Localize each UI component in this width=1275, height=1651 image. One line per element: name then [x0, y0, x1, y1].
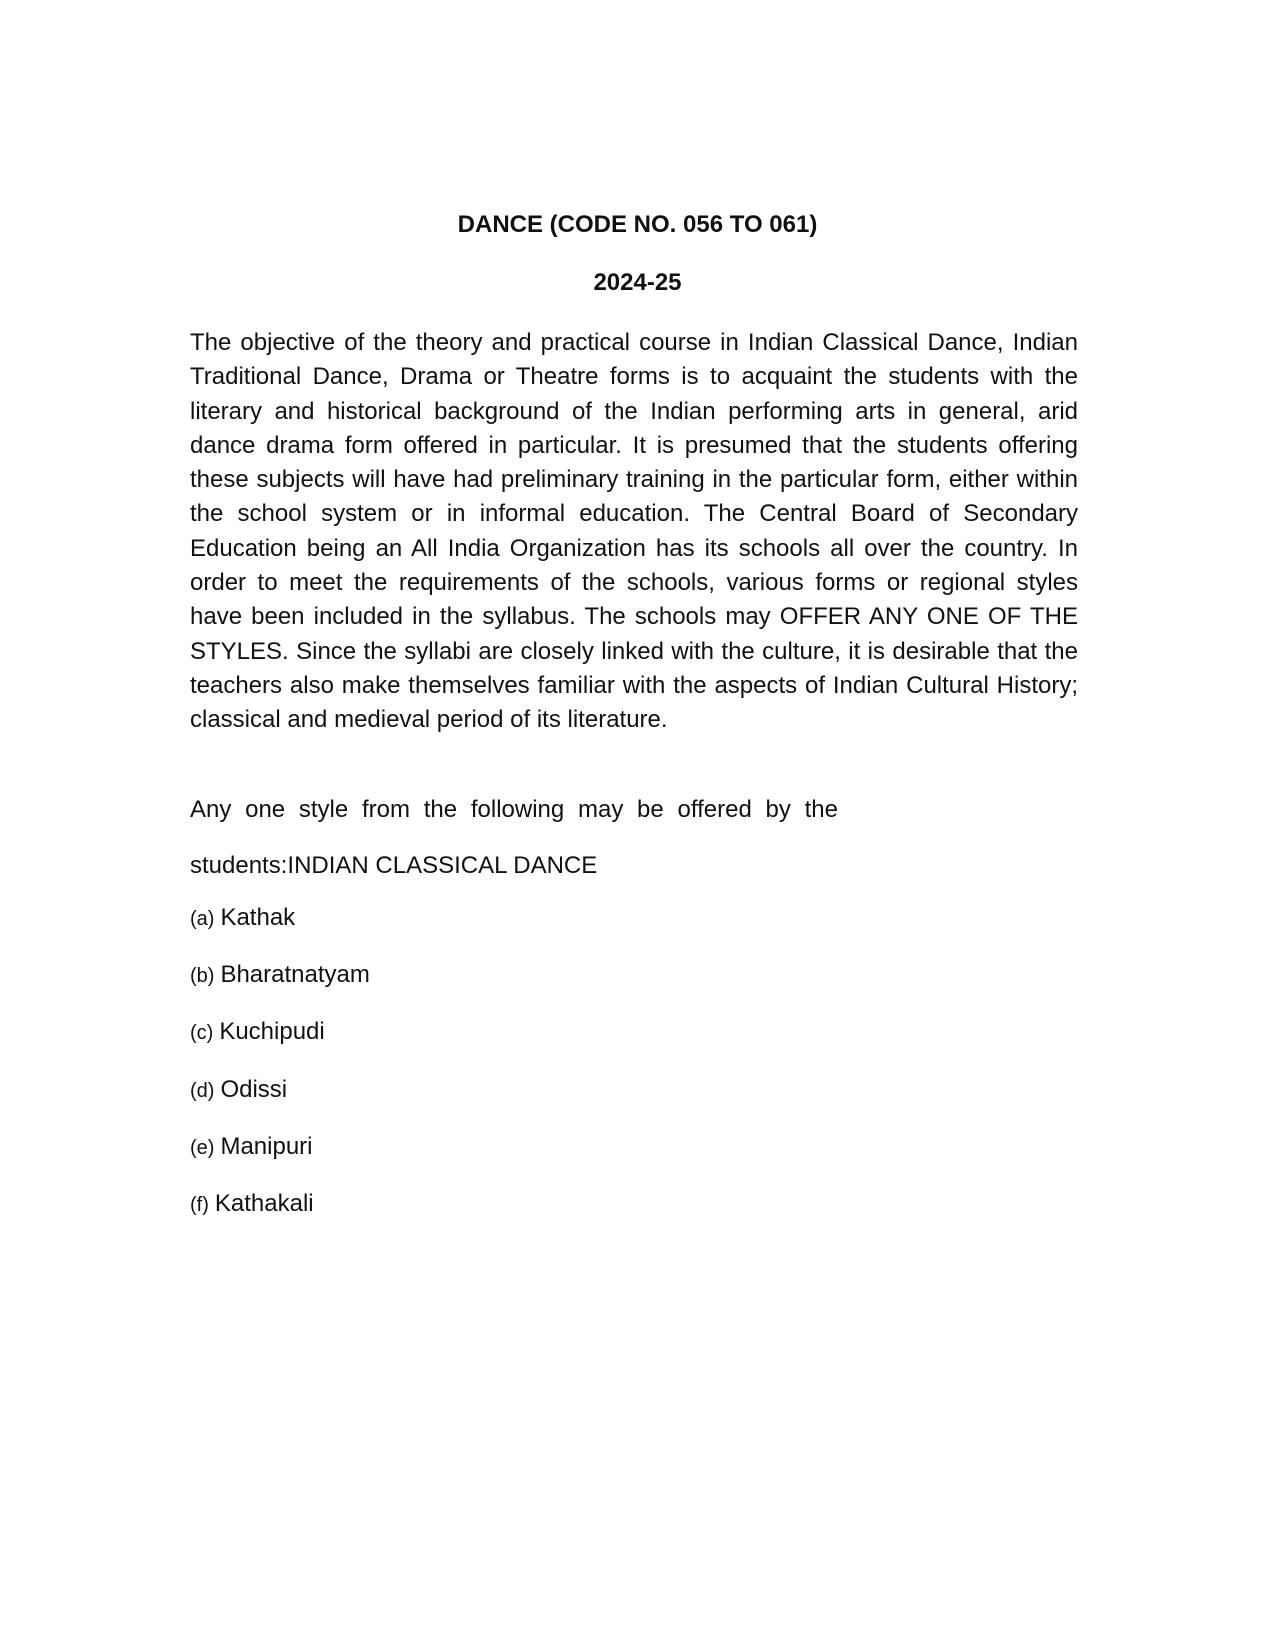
- academic-year: 2024-25: [593, 269, 682, 296]
- list-marker: (d): [190, 1079, 215, 1102]
- list-marker: (b): [190, 965, 215, 988]
- list-marker: (a): [190, 908, 215, 930]
- style-label: Kuchipudi: [219, 1018, 325, 1046]
- list-item: [190, 1017, 370, 1074]
- document-title: DANCE (CODE NO. 056 TO 061): [457, 211, 818, 238]
- style-label: Bharatnatyam: [220, 961, 370, 989]
- section-heading-line: students:INDIAN CLASSICAL DANCE: [190, 852, 598, 879]
- list-item: [190, 960, 370, 1017]
- list-item: [190, 1132, 370, 1189]
- dance-styles-list: [190, 903, 370, 1246]
- list-item: [190, 1075, 370, 1132]
- style-label: Kathakali: [214, 1189, 314, 1217]
- list-item: [190, 1189, 370, 1246]
- intro-line: Any one style from the following may be offered by the: [190, 796, 838, 823]
- list-marker: (e): [190, 1136, 215, 1159]
- style-label: Kathak: [220, 904, 296, 931]
- style-label: Odissi: [220, 1075, 288, 1103]
- list-item: [190, 903, 370, 960]
- list-marker: (c): [190, 1022, 214, 1045]
- list-marker: (f): [190, 1193, 209, 1216]
- objective-paragraph: The objective of the theory and practical course in Indian Classical Dance, Indian Traditional Dance, Drama or Theatre forms is to acquaint the students with the literary and historical background of the Indian performing arts in general, arid dance drama form offered in particular. It is presumed that the students offering these subjects will have had preliminary training in the particular form, either within the school system or in informal education. The Central Board of Secondary Education being an All India Organization has its schools all over the country. In order to meet the requirements of the schools, various forms or regional styles have been included in the syllabus. The schools may OFFER ANY ONE OF THE STYLES. Since the syllabi are closely linked with the culture, it is desirable that the teachers also make themselves familiar with the aspects of Indian Cultural History; classical and medieval period of its literature.: [190, 329, 1078, 734]
- style-label: Manipuri: [220, 1132, 313, 1160]
